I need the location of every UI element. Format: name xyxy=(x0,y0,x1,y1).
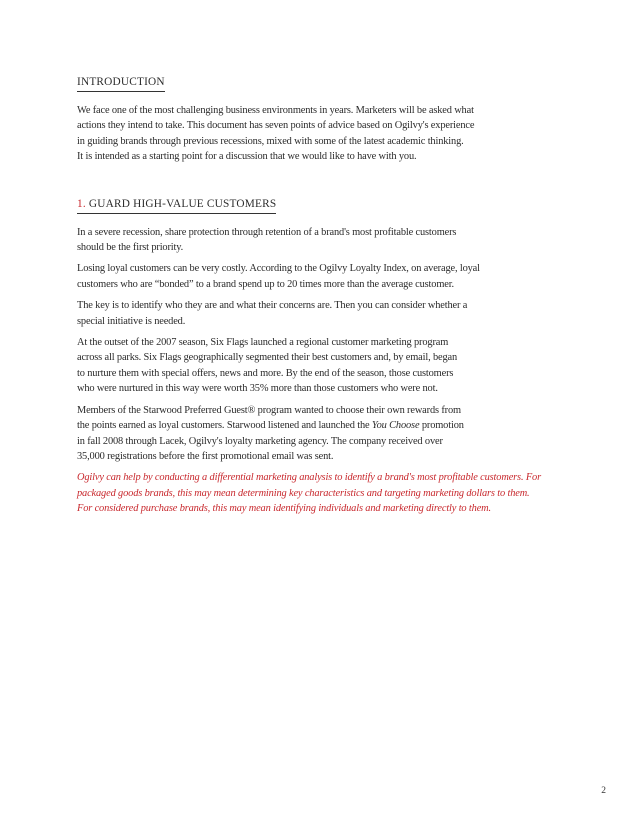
paragraph-line: In a severe recession, share protection through retention of a brand's most profitable customers xyxy=(77,226,457,238)
paragraph-line: We face one of the most challenging business environments in years. Marketers will be asked what xyxy=(77,105,474,116)
section-guard-high-value-customers xyxy=(77,192,567,517)
paragraph-starwood xyxy=(77,403,567,465)
paragraph-line: It is intended as a starting point for a discussion that we would like to have with you. xyxy=(77,151,417,163)
introduction-heading: INTRODUCTION xyxy=(77,75,165,92)
page-content xyxy=(77,70,567,523)
text-run: the points earned as loyal customers. Starwood listened and launched the xyxy=(77,420,372,432)
callout-line: For considered purchase brands, this may mean identifying individuals and marketing directly to them. xyxy=(77,503,491,515)
paragraph-identify-customers xyxy=(77,298,567,329)
section-title: GUARD HIGH-VALUE CUSTOMERS xyxy=(85,197,277,210)
text-run: promotion xyxy=(419,420,464,432)
paragraph-line: who were nurtured in this way were worth 35% more than those customers who were not. xyxy=(77,383,438,395)
paragraph-line: across all parks. Six Flags geographically segmented their best customers and, by email, began xyxy=(77,352,458,364)
paragraph-line: to nurture them with special offers, news and more. By the end of the season, those customers xyxy=(77,367,454,379)
section-number: 1. xyxy=(77,197,86,210)
paragraph-line: actions they intend to take. This document has seven points of advice based on Ogilvy's experience xyxy=(77,120,475,132)
paragraph-line: special initiative is needed. xyxy=(77,315,186,327)
paragraph-line xyxy=(77,418,567,433)
paragraph-line: Members of the Starwood Preferred Guest® program wanted to choose their own rewards from xyxy=(77,404,461,416)
introduction-paragraph xyxy=(77,103,567,165)
page-number: 2 xyxy=(601,786,606,796)
paragraph-line: customers who are “bonded” to a brand spend up to 20 times more than the average customer. xyxy=(77,278,454,290)
paragraph-line: 35,000 registrations before the first promotional email was sent. xyxy=(77,450,334,462)
paragraph-line: Losing loyal customers can be very costly. According to the Ogilvy Loyalty Index, on average, loyal xyxy=(77,263,480,275)
section-heading xyxy=(77,197,276,214)
paragraph-loyalty-index xyxy=(77,261,567,292)
paragraph-line: should be the first priority. xyxy=(77,242,184,254)
paragraph-share-protection xyxy=(77,225,567,256)
paragraph-line: in guiding brands through previous recessions, mixed with some of the latest academic thinking. xyxy=(77,135,464,147)
callout-line: packaged goods brands, this may mean determining key characteristics and targeting marketing dollars to them. xyxy=(77,487,530,499)
callout-line: Ogilvy can help by conducting a differential marketing analysis to identify a brand's most profitable customers. For xyxy=(77,472,541,484)
paragraph-line: At the outset of the 2007 season, Six Flags launched a regional customer marketing program xyxy=(77,337,449,349)
ogilvy-help-callout xyxy=(77,470,567,516)
paragraph-line: The key is to identify who they are and what their concerns are. Then you can consider whether a xyxy=(77,300,468,312)
paragraph-line: in fall 2008 through Lacek, Ogilvy's loyalty marketing agency. The company received over xyxy=(77,435,443,447)
paragraph-six-flags xyxy=(77,335,567,397)
promotion-name: You Choose xyxy=(371,420,420,432)
